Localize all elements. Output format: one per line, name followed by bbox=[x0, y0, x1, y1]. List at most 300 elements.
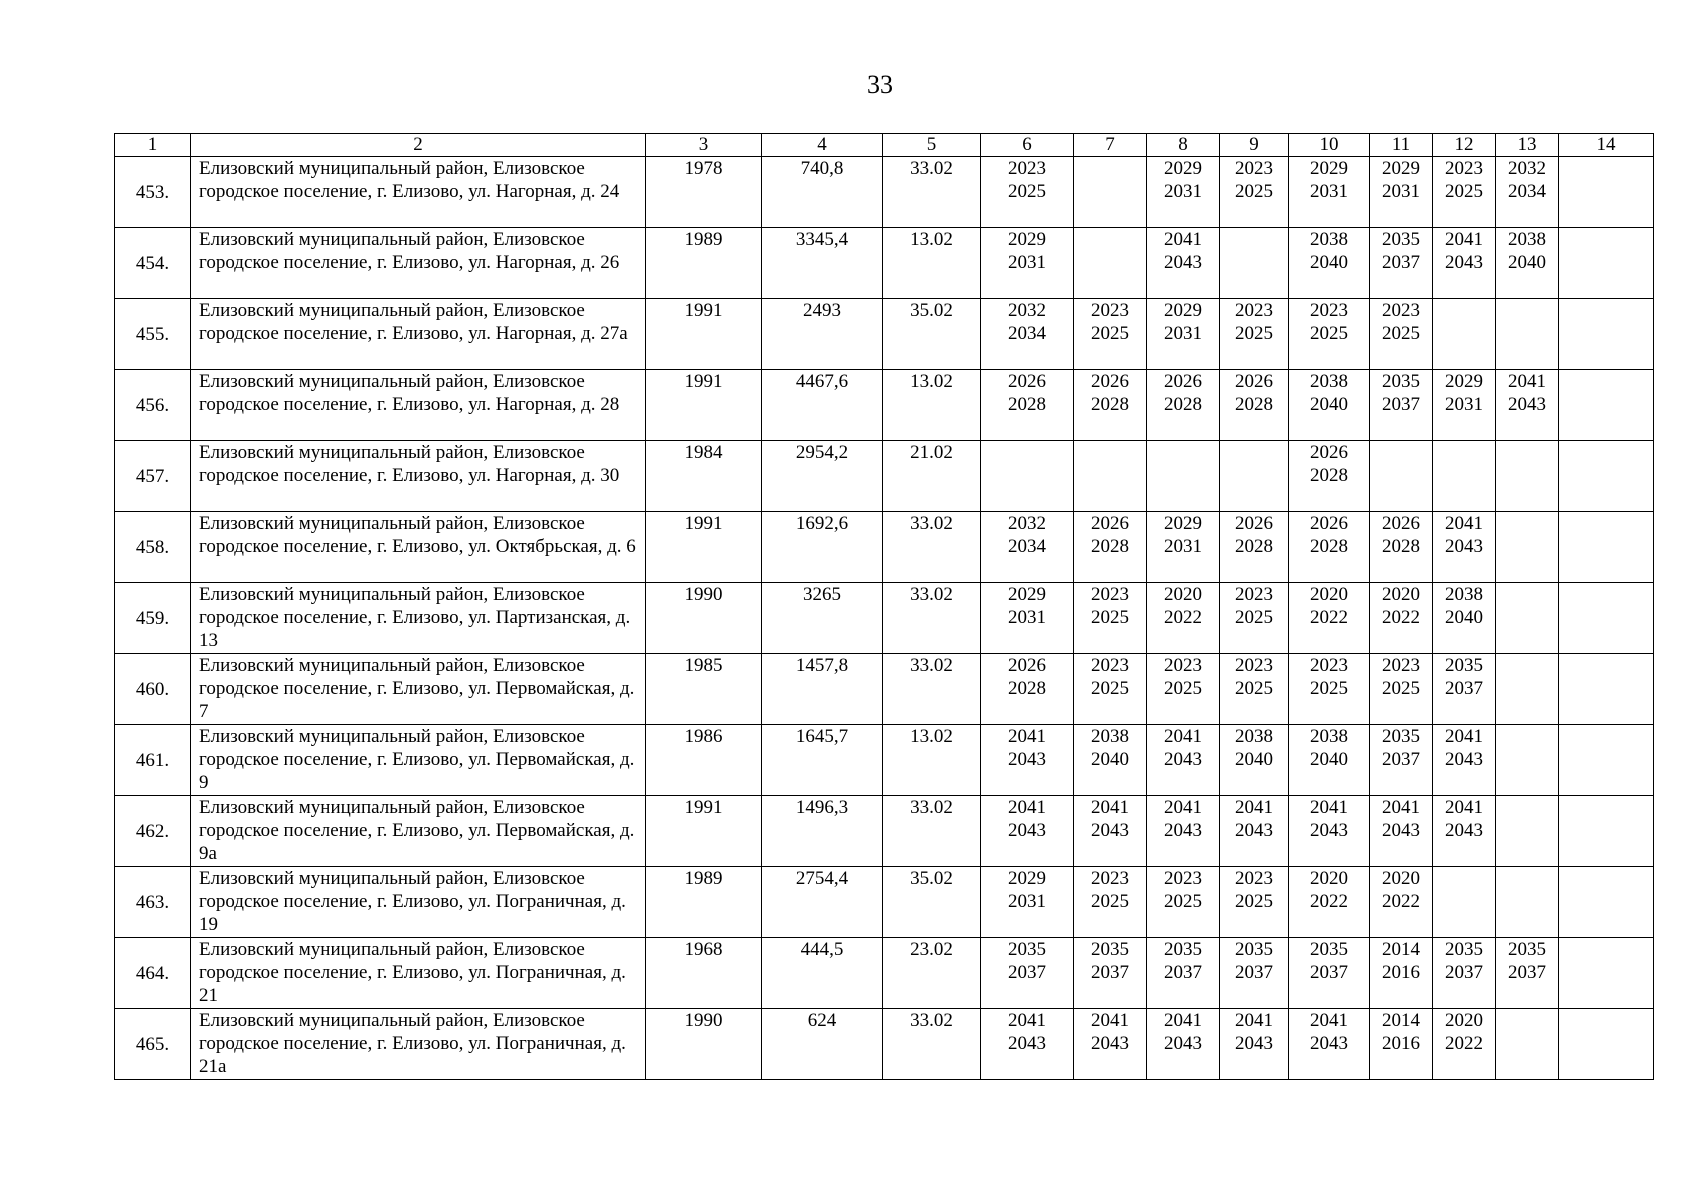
repair-period-cell bbox=[1289, 654, 1370, 725]
repair-period-cell bbox=[981, 654, 1074, 725]
period-start-year: 2041 bbox=[1445, 797, 1483, 818]
period-start-year: 2035 bbox=[1235, 939, 1273, 960]
row-number: 462. bbox=[115, 796, 191, 867]
repair-period-cell bbox=[1370, 157, 1433, 228]
area-value: 1645,7 bbox=[762, 725, 883, 796]
period-start-year: 2038 bbox=[1310, 726, 1348, 747]
period-start-year: 2023 bbox=[1310, 655, 1348, 676]
repair-period-cell bbox=[981, 441, 1074, 512]
period-start-year: 2023 bbox=[1235, 655, 1273, 676]
period-end-year: 2025 bbox=[1091, 678, 1129, 699]
repair-period-cell bbox=[1220, 938, 1289, 1009]
repair-period-cell bbox=[1496, 938, 1559, 1009]
area-value: 444,5 bbox=[762, 938, 883, 1009]
period-end-year: 2025 bbox=[1445, 181, 1483, 202]
period-start-year: 2026 bbox=[1008, 371, 1046, 392]
period-end-year: 2037 bbox=[1008, 962, 1046, 983]
period-start-year: 2023 bbox=[1008, 158, 1046, 179]
period-start-year: 2023 bbox=[1091, 300, 1129, 321]
period-end-year: 2028 bbox=[1008, 394, 1046, 415]
period-end-year: 2037 bbox=[1235, 962, 1273, 983]
repair-period-cell bbox=[1496, 228, 1559, 299]
period-start-year: 2038 bbox=[1508, 229, 1546, 250]
column-header: 12 bbox=[1433, 134, 1496, 157]
construction-year: 1978 bbox=[646, 157, 762, 228]
repair-period-cell bbox=[1289, 441, 1370, 512]
period-end-year: 2043 bbox=[1008, 1033, 1046, 1054]
page-number: 33 bbox=[867, 70, 893, 99]
repair-period-cell bbox=[1496, 1009, 1559, 1080]
repair-period-cell bbox=[1496, 370, 1559, 441]
period-end-year: 2022 bbox=[1382, 891, 1420, 912]
period-start-year: 2026 bbox=[1382, 513, 1420, 534]
repair-period-cell bbox=[1370, 512, 1433, 583]
repair-period-cell bbox=[1496, 583, 1559, 654]
period-start-year: 2020 bbox=[1164, 584, 1202, 605]
wear-code: 13.02 bbox=[883, 228, 981, 299]
period-start-year: 2026 bbox=[1008, 655, 1046, 676]
construction-year: 1989 bbox=[646, 867, 762, 938]
table-row bbox=[115, 796, 1654, 867]
repair-period-cell bbox=[1433, 583, 1496, 654]
period-end-year: 2040 bbox=[1310, 252, 1348, 273]
period-start-year: 2041 bbox=[1164, 726, 1202, 747]
period-start-year: 2026 bbox=[1310, 513, 1348, 534]
address-cell: Елизовский муниципальный район, Елизовское городское поселение, г. Елизово, ул. Нагорная, д. 30 bbox=[191, 441, 646, 512]
repair-period-cell bbox=[1147, 228, 1220, 299]
period-start-year: 2023 bbox=[1445, 158, 1483, 179]
repair-period-cell bbox=[1496, 299, 1559, 370]
wear-code: 33.02 bbox=[883, 796, 981, 867]
repair-period-cell bbox=[1074, 157, 1147, 228]
period-start-year: 2029 bbox=[1008, 229, 1046, 250]
table-row bbox=[115, 654, 1654, 725]
repair-period-cell bbox=[981, 228, 1074, 299]
repair-period-cell bbox=[1147, 441, 1220, 512]
period-end-year: 2043 bbox=[1008, 820, 1046, 841]
period-end-year: 2028 bbox=[1091, 536, 1129, 557]
construction-year: 1991 bbox=[646, 370, 762, 441]
period-end-year: 2016 bbox=[1382, 1033, 1420, 1054]
area-value: 2954,2 bbox=[762, 441, 883, 512]
column-header: 6 bbox=[981, 134, 1074, 157]
period-start-year: 2026 bbox=[1235, 371, 1273, 392]
address-cell: Елизовский муниципальный район, Елизовское городское поселение, г. Елизово, ул. Нагорная, д. 24 bbox=[191, 157, 646, 228]
row-number: 453. bbox=[115, 157, 191, 228]
wear-code: 33.02 bbox=[883, 512, 981, 583]
period-start-year: 2035 bbox=[1382, 371, 1420, 392]
period-start-year: 2038 bbox=[1235, 726, 1273, 747]
period-end-year: 2037 bbox=[1445, 678, 1483, 699]
repair-period-cell bbox=[1370, 796, 1433, 867]
wear-code: 23.02 bbox=[883, 938, 981, 1009]
period-start-year: 2023 bbox=[1235, 300, 1273, 321]
period-end-year: 2022 bbox=[1445, 1033, 1483, 1054]
period-start-year: 2023 bbox=[1164, 655, 1202, 676]
repair-period-cell bbox=[1220, 654, 1289, 725]
row-number: 463. bbox=[115, 867, 191, 938]
row-number: 456. bbox=[115, 370, 191, 441]
address-cell: Елизовский муниципальный район, Елизовское городское поселение, г. Елизово, ул. Пограничная, д. 19 bbox=[191, 867, 646, 938]
construction-year: 1991 bbox=[646, 796, 762, 867]
column-header: 7 bbox=[1074, 134, 1147, 157]
period-start-year: 2035 bbox=[1164, 939, 1202, 960]
wear-code: 33.02 bbox=[883, 583, 981, 654]
address-cell: Елизовский муниципальный район, Елизовское городское поселение, г. Елизово, ул. Первомайская, д. 7 bbox=[191, 654, 646, 725]
repair-period-cell bbox=[1147, 370, 1220, 441]
period-start-year: 2020 bbox=[1310, 868, 1348, 889]
table-row bbox=[115, 441, 1654, 512]
address-cell: Елизовский муниципальный район, Елизовское городское поселение, г. Елизово, ул. Нагорная, д. 28 bbox=[191, 370, 646, 441]
repair-period-cell bbox=[1074, 867, 1147, 938]
table-row bbox=[115, 370, 1654, 441]
repair-period-cell bbox=[1147, 1009, 1220, 1080]
period-end-year: 2040 bbox=[1091, 749, 1129, 770]
repair-period-cell bbox=[1370, 228, 1433, 299]
period-start-year: 2041 bbox=[1235, 1010, 1273, 1031]
period-start-year: 2041 bbox=[1445, 726, 1483, 747]
construction-year: 1991 bbox=[646, 512, 762, 583]
period-end-year: 2034 bbox=[1008, 323, 1046, 344]
period-end-year: 2040 bbox=[1445, 607, 1483, 628]
period-start-year: 2032 bbox=[1008, 513, 1046, 534]
repair-period-cell bbox=[1147, 938, 1220, 1009]
wear-code: 35.02 bbox=[883, 299, 981, 370]
area-value: 2754,4 bbox=[762, 867, 883, 938]
period-start-year: 2023 bbox=[1235, 584, 1273, 605]
repair-period-cell bbox=[1496, 654, 1559, 725]
period-start-year: 2023 bbox=[1091, 655, 1129, 676]
period-end-year: 2040 bbox=[1235, 749, 1273, 770]
period-end-year: 2043 bbox=[1235, 820, 1273, 841]
period-start-year: 2026 bbox=[1091, 513, 1129, 534]
row-number: 454. bbox=[115, 228, 191, 299]
period-start-year: 2023 bbox=[1382, 300, 1420, 321]
repair-period-cell bbox=[1370, 725, 1433, 796]
repair-period-cell bbox=[1433, 938, 1496, 1009]
period-start-year: 2041 bbox=[1310, 1010, 1348, 1031]
period-start-year: 2041 bbox=[1508, 371, 1546, 392]
repair-period-cell bbox=[1559, 299, 1654, 370]
repair-period-cell bbox=[1220, 725, 1289, 796]
period-start-year: 2029 bbox=[1008, 868, 1046, 889]
repair-period-cell bbox=[1147, 725, 1220, 796]
address-cell: Елизовский муниципальный район, Елизовское городское поселение, г. Елизово, ул. Первомайская, д. 9 bbox=[191, 725, 646, 796]
period-end-year: 2031 bbox=[1445, 394, 1483, 415]
column-header: 13 bbox=[1496, 134, 1559, 157]
period-start-year: 2023 bbox=[1382, 655, 1420, 676]
period-end-year: 2028 bbox=[1382, 536, 1420, 557]
repair-period-cell bbox=[1496, 796, 1559, 867]
area-value: 1496,3 bbox=[762, 796, 883, 867]
period-end-year: 2025 bbox=[1382, 678, 1420, 699]
table-row bbox=[115, 867, 1654, 938]
period-start-year: 2029 bbox=[1310, 158, 1348, 179]
repair-period-cell bbox=[1147, 157, 1220, 228]
wear-code: 33.02 bbox=[883, 157, 981, 228]
repair-period-cell bbox=[1370, 583, 1433, 654]
period-end-year: 2043 bbox=[1164, 820, 1202, 841]
period-end-year: 2034 bbox=[1508, 181, 1546, 202]
period-end-year: 2025 bbox=[1091, 891, 1129, 912]
housing-repair-schedule-table bbox=[114, 133, 1654, 1080]
repair-period-cell bbox=[981, 512, 1074, 583]
repair-period-cell bbox=[1370, 654, 1433, 725]
table-row bbox=[115, 725, 1654, 796]
repair-period-cell bbox=[1433, 157, 1496, 228]
period-end-year: 2031 bbox=[1164, 181, 1202, 202]
address-cell: Елизовский муниципальный район, Елизовское городское поселение, г. Елизово, ул. Партизанская, д. 13 bbox=[191, 583, 646, 654]
construction-year: 1989 bbox=[646, 228, 762, 299]
period-end-year: 2025 bbox=[1164, 891, 1202, 912]
table-row bbox=[115, 228, 1654, 299]
period-end-year: 2040 bbox=[1310, 749, 1348, 770]
repair-period-cell bbox=[1496, 157, 1559, 228]
repair-period-cell bbox=[1433, 512, 1496, 583]
row-number: 461. bbox=[115, 725, 191, 796]
repair-period-cell bbox=[981, 583, 1074, 654]
period-end-year: 2043 bbox=[1445, 536, 1483, 557]
period-start-year: 2023 bbox=[1235, 158, 1273, 179]
period-end-year: 2037 bbox=[1382, 252, 1420, 273]
repair-period-cell bbox=[1220, 583, 1289, 654]
repair-period-cell bbox=[1147, 299, 1220, 370]
period-start-year: 2041 bbox=[1310, 797, 1348, 818]
period-end-year: 2043 bbox=[1508, 394, 1546, 415]
period-end-year: 2028 bbox=[1235, 394, 1273, 415]
repair-period-cell bbox=[1289, 370, 1370, 441]
period-start-year: 2023 bbox=[1235, 868, 1273, 889]
repair-period-cell bbox=[1220, 370, 1289, 441]
period-start-year: 2029 bbox=[1164, 513, 1202, 534]
period-start-year: 2020 bbox=[1382, 584, 1420, 605]
column-header: 14 bbox=[1559, 134, 1654, 157]
period-start-year: 2029 bbox=[1164, 300, 1202, 321]
construction-year: 1990 bbox=[646, 583, 762, 654]
repair-period-cell bbox=[1289, 583, 1370, 654]
period-start-year: 2041 bbox=[1445, 513, 1483, 534]
period-end-year: 2022 bbox=[1164, 607, 1202, 628]
period-end-year: 2028 bbox=[1310, 465, 1348, 486]
repair-period-cell bbox=[1220, 228, 1289, 299]
period-end-year: 2022 bbox=[1382, 607, 1420, 628]
table-row bbox=[115, 1009, 1654, 1080]
repair-period-cell bbox=[1289, 1009, 1370, 1080]
period-end-year: 2037 bbox=[1445, 962, 1483, 983]
column-header: 11 bbox=[1370, 134, 1433, 157]
construction-year: 1985 bbox=[646, 654, 762, 725]
repair-period-cell bbox=[1074, 441, 1147, 512]
repair-period-cell bbox=[1147, 867, 1220, 938]
period-start-year: 2014 bbox=[1382, 1010, 1420, 1031]
wear-code: 35.02 bbox=[883, 867, 981, 938]
table-row bbox=[115, 299, 1654, 370]
repair-period-cell bbox=[1433, 725, 1496, 796]
repair-period-cell bbox=[1074, 299, 1147, 370]
repair-period-cell bbox=[1370, 1009, 1433, 1080]
repair-period-cell bbox=[1074, 654, 1147, 725]
period-start-year: 2041 bbox=[1235, 797, 1273, 818]
wear-code: 33.02 bbox=[883, 1009, 981, 1080]
construction-year: 1986 bbox=[646, 725, 762, 796]
table-row bbox=[115, 583, 1654, 654]
repair-period-cell bbox=[1074, 938, 1147, 1009]
repair-period-cell bbox=[1559, 938, 1654, 1009]
area-value: 3265 bbox=[762, 583, 883, 654]
repair-period-cell bbox=[1370, 299, 1433, 370]
period-start-year: 2023 bbox=[1091, 584, 1129, 605]
address-cell: Елизовский муниципальный район, Елизовское городское поселение, г. Елизово, ул. Нагорная, д. 27а bbox=[191, 299, 646, 370]
column-header: 8 bbox=[1147, 134, 1220, 157]
period-end-year: 2043 bbox=[1164, 1033, 1202, 1054]
repair-period-cell bbox=[1496, 725, 1559, 796]
row-number: 457. bbox=[115, 441, 191, 512]
period-end-year: 2037 bbox=[1508, 962, 1546, 983]
area-value: 3345,4 bbox=[762, 228, 883, 299]
construction-year: 1990 bbox=[646, 1009, 762, 1080]
row-number: 459. bbox=[115, 583, 191, 654]
period-end-year: 2022 bbox=[1310, 607, 1348, 628]
period-end-year: 2025 bbox=[1235, 678, 1273, 699]
period-end-year: 2040 bbox=[1310, 394, 1348, 415]
row-number: 464. bbox=[115, 938, 191, 1009]
period-end-year: 2034 bbox=[1008, 536, 1046, 557]
repair-period-cell bbox=[1370, 370, 1433, 441]
row-number: 455. bbox=[115, 299, 191, 370]
period-start-year: 2041 bbox=[1164, 229, 1202, 250]
period-start-year: 2038 bbox=[1445, 584, 1483, 605]
period-end-year: 2022 bbox=[1310, 891, 1348, 912]
period-start-year: 2041 bbox=[1008, 726, 1046, 747]
period-start-year: 2023 bbox=[1091, 868, 1129, 889]
period-start-year: 2023 bbox=[1310, 300, 1348, 321]
period-start-year: 2041 bbox=[1091, 797, 1129, 818]
period-end-year: 2037 bbox=[1164, 962, 1202, 983]
period-end-year: 2025 bbox=[1008, 181, 1046, 202]
repair-period-cell bbox=[1074, 1009, 1147, 1080]
period-end-year: 2043 bbox=[1445, 252, 1483, 273]
period-end-year: 2025 bbox=[1235, 181, 1273, 202]
period-end-year: 2028 bbox=[1008, 678, 1046, 699]
period-start-year: 2035 bbox=[1445, 655, 1483, 676]
repair-period-cell bbox=[1220, 157, 1289, 228]
period-start-year: 2035 bbox=[1382, 229, 1420, 250]
period-end-year: 2031 bbox=[1164, 536, 1202, 557]
period-start-year: 2038 bbox=[1310, 371, 1348, 392]
period-start-year: 2041 bbox=[1164, 1010, 1202, 1031]
period-end-year: 2025 bbox=[1235, 607, 1273, 628]
repair-period-cell bbox=[1289, 796, 1370, 867]
period-end-year: 2025 bbox=[1382, 323, 1420, 344]
period-start-year: 2032 bbox=[1008, 300, 1046, 321]
repair-period-cell bbox=[1559, 583, 1654, 654]
period-end-year: 2028 bbox=[1310, 536, 1348, 557]
period-start-year: 2035 bbox=[1508, 939, 1546, 960]
repair-period-cell bbox=[1074, 725, 1147, 796]
period-end-year: 2037 bbox=[1382, 394, 1420, 415]
repair-period-cell bbox=[1074, 512, 1147, 583]
repair-period-cell bbox=[1289, 512, 1370, 583]
period-start-year: 2032 bbox=[1508, 158, 1546, 179]
repair-period-cell bbox=[1559, 867, 1654, 938]
repair-period-cell bbox=[1220, 299, 1289, 370]
period-start-year: 2035 bbox=[1310, 939, 1348, 960]
period-end-year: 2040 bbox=[1508, 252, 1546, 273]
repair-period-cell bbox=[1147, 654, 1220, 725]
period-end-year: 2025 bbox=[1164, 678, 1202, 699]
address-cell: Елизовский муниципальный район, Елизовское городское поселение, г. Елизово, ул. Октябрьская, д. 6 bbox=[191, 512, 646, 583]
period-start-year: 2035 bbox=[1382, 726, 1420, 747]
period-start-year: 2029 bbox=[1382, 158, 1420, 179]
period-end-year: 2025 bbox=[1091, 323, 1129, 344]
period-end-year: 2037 bbox=[1382, 749, 1420, 770]
construction-year: 1968 bbox=[646, 938, 762, 1009]
repair-period-cell bbox=[981, 725, 1074, 796]
wear-code: 33.02 bbox=[883, 654, 981, 725]
repair-period-cell bbox=[1433, 228, 1496, 299]
period-end-year: 2028 bbox=[1164, 394, 1202, 415]
repair-period-cell bbox=[1433, 370, 1496, 441]
address-cell: Елизовский муниципальный район, Елизовское городское поселение, г. Елизово, ул. Первомайская, д. 9а bbox=[191, 796, 646, 867]
period-start-year: 2026 bbox=[1091, 371, 1129, 392]
period-start-year: 2026 bbox=[1235, 513, 1273, 534]
period-start-year: 2041 bbox=[1382, 797, 1420, 818]
period-start-year: 2041 bbox=[1091, 1010, 1129, 1031]
wear-code: 13.02 bbox=[883, 370, 981, 441]
column-header: 5 bbox=[883, 134, 981, 157]
repair-period-cell bbox=[1433, 299, 1496, 370]
period-start-year: 2035 bbox=[1091, 939, 1129, 960]
period-end-year: 2025 bbox=[1235, 891, 1273, 912]
repair-period-cell bbox=[1289, 938, 1370, 1009]
column-header: 3 bbox=[646, 134, 762, 157]
repair-period-cell bbox=[981, 938, 1074, 1009]
table-row bbox=[115, 512, 1654, 583]
area-value: 740,8 bbox=[762, 157, 883, 228]
period-start-year: 2041 bbox=[1445, 229, 1483, 250]
repair-period-cell bbox=[1220, 867, 1289, 938]
address-cell: Елизовский муниципальный район, Елизовское городское поселение, г. Елизово, ул. Нагорная, д. 26 bbox=[191, 228, 646, 299]
repair-period-cell bbox=[1559, 512, 1654, 583]
table-row bbox=[115, 157, 1654, 228]
period-end-year: 2031 bbox=[1382, 181, 1420, 202]
period-end-year: 2043 bbox=[1164, 749, 1202, 770]
period-end-year: 2031 bbox=[1310, 181, 1348, 202]
column-header: 2 bbox=[191, 134, 646, 157]
repair-period-cell bbox=[1559, 725, 1654, 796]
row-number: 458. bbox=[115, 512, 191, 583]
column-header: 9 bbox=[1220, 134, 1289, 157]
period-end-year: 2025 bbox=[1091, 607, 1129, 628]
column-header: 10 bbox=[1289, 134, 1370, 157]
period-start-year: 2041 bbox=[1008, 797, 1046, 818]
column-number-header bbox=[115, 134, 1654, 157]
period-start-year: 2041 bbox=[1164, 797, 1202, 818]
repair-period-cell bbox=[1220, 441, 1289, 512]
row-number: 460. bbox=[115, 654, 191, 725]
area-value: 1457,8 bbox=[762, 654, 883, 725]
repair-period-cell bbox=[1074, 228, 1147, 299]
address-cell: Елизовский муниципальный район, Елизовское городское поселение, г. Елизово, ул. Пограничная, д. 21а bbox=[191, 1009, 646, 1080]
repair-period-cell bbox=[1220, 796, 1289, 867]
period-end-year: 2043 bbox=[1091, 820, 1129, 841]
repair-period-cell bbox=[1559, 441, 1654, 512]
repair-period-cell bbox=[1147, 583, 1220, 654]
repair-period-cell bbox=[1559, 1009, 1654, 1080]
repair-period-cell bbox=[1433, 867, 1496, 938]
repair-period-cell bbox=[1370, 867, 1433, 938]
column-header: 4 bbox=[762, 134, 883, 157]
